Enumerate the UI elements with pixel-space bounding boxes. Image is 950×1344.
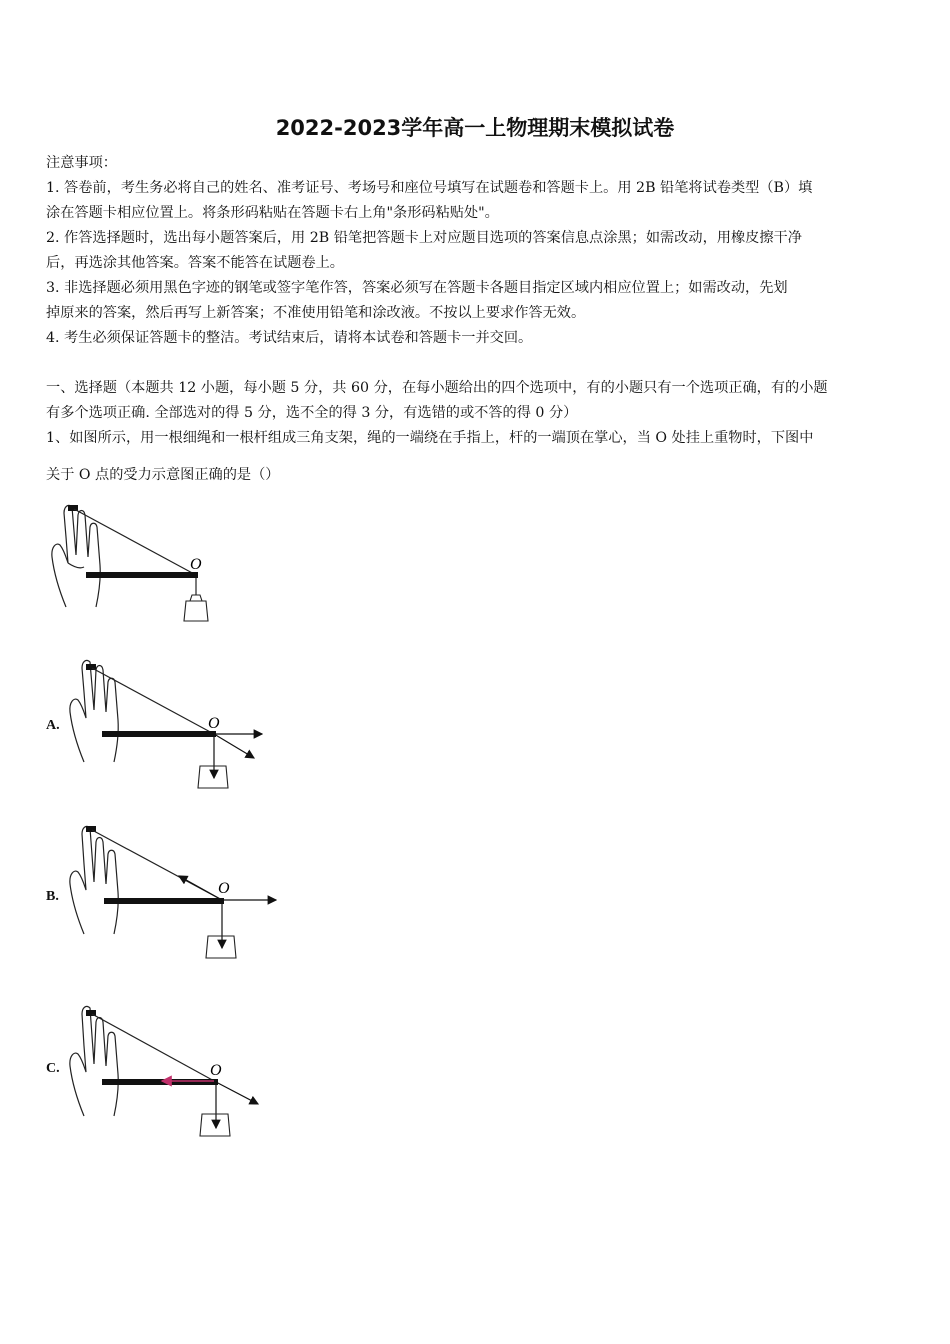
point-label: O (190, 556, 202, 573)
hand-icon (70, 826, 118, 934)
weight-icon (200, 1114, 230, 1136)
option-b-label: B. (46, 889, 59, 904)
rope (92, 668, 214, 734)
point-label: O (208, 715, 220, 732)
rod (86, 572, 198, 578)
page-title: 2022-2023学年高一上物理期末模拟试卷 (275, 116, 675, 140)
hand-icon (70, 660, 118, 762)
question-1-text-1: 1、如图所示，用一根细绳和一根杆组成三角支架，绳的一端绕在手指上，杆的一端顶在掌心，当 O 处挂上重物时，下图中 (46, 430, 814, 446)
force-arrow-rope (216, 1082, 258, 1104)
option-b-figure (62, 812, 282, 962)
notice-line-7: 4. 考生必须保证答题卡的整洁。考试结束后，请将本试卷和答题卡一并交回。 (46, 330, 533, 346)
rod (102, 1079, 218, 1085)
notice-line-1: 1. 答卷前，考生务必将自己的姓名、准考证号、考场号和座位号填写在试题卷和答题卡上。用 2B 铅笔将试卷类型（B）填 (46, 180, 813, 196)
rope (74, 509, 196, 575)
weight-icon (206, 936, 236, 958)
question-1-text-2: 关于 O 点的受力示意图正确的是（） (46, 467, 280, 483)
option-a-figure (62, 650, 282, 790)
option-a-label: A. (46, 718, 60, 733)
section-instruction-2: 有多个选项正确. 全部选对的得 5 分，选不全的得 3 分，有选错的或不答的得 0 分） (46, 405, 578, 421)
rod (104, 898, 224, 904)
force-arrow-rope (179, 876, 222, 900)
notice-line-6: 掉原来的答案，然后再写上新答案；不准使用铅笔和涂改液。不按以上要求作答无效。 (46, 305, 586, 321)
option-c-figure (62, 996, 282, 1141)
hand-icon (70, 1006, 118, 1116)
point-label: O (210, 1062, 222, 1079)
hand-icon (52, 505, 100, 607)
weight-icon (184, 595, 208, 621)
point-label: O (218, 880, 230, 897)
notice-heading: 注意事项： (46, 155, 117, 171)
weight-icon (198, 766, 228, 788)
section-instruction-1: 一、选择题（本题共 12 小题，每小题 5 分，共 60 分，在每小题给出的四个选项中，有的小题只有一个选项正确，有的小题 (46, 380, 828, 396)
notice-line-5: 3. 非选择题必须用黑色字迹的钢笔或签字笔作答，答案必须写在答题卡各题目指定区域内相应位置上；如需改动，先划 (46, 280, 788, 296)
question-figure (44, 495, 244, 635)
force-arrow-rope (214, 734, 254, 758)
notice-line-4: 后，再选涂其他答案。答案不能答在试题卷上。 (46, 255, 344, 271)
notice-line-2: 涂在答题卡相应位置上。将条形码粘贴在答题卡右上角"条形码粘贴处"。 (46, 205, 499, 221)
notice-line-3: 2. 作答选择题时，选出每小题答案后，用 2B 铅笔把答题卡上对应题目选项的答案信息点涂黑；如需改动，用橡皮擦干净 (46, 230, 802, 246)
rope (92, 1014, 216, 1082)
rod (102, 731, 216, 737)
option-c-label: C. (46, 1061, 60, 1076)
